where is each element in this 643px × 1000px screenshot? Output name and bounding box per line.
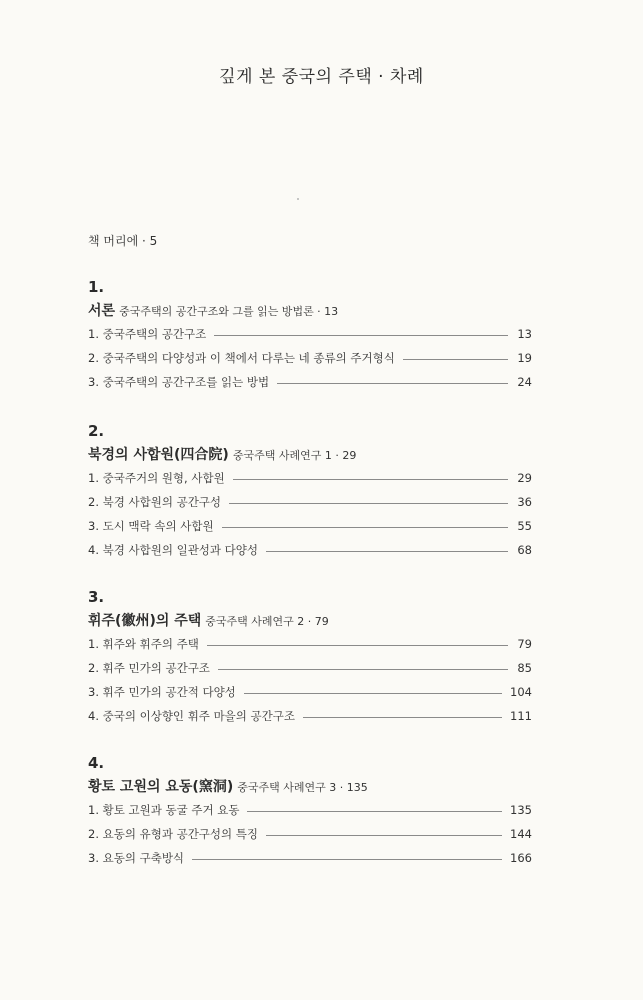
leader-line [207,645,508,646]
toc-entry [88,798,532,822]
chapter-number: 1. [88,278,105,296]
toc-entry [88,846,532,870]
leader-line [218,669,508,670]
leader-line [247,811,502,812]
chapter-4 [88,752,532,870]
chapter-subtitle: 중국주택 사례연구 2 · 79 [205,615,329,628]
entry-title: 3. 도시 맥락 속의 사합원 [88,519,214,533]
entry-page-number: 55 [517,519,532,533]
entry-page-number: 104 [510,685,532,699]
entry-title: 3. 휘주 민가의 공간적 다양성 [88,685,236,699]
entry-title: 4. 북경 사합원의 일관성과 다양성 [88,543,259,557]
paper-speck [297,198,299,200]
chapter-heading [88,774,532,798]
toc-entry [88,490,532,514]
leader-line [214,335,508,336]
entry-title: 2. 휘주 민가의 공간구조 [88,661,210,675]
entry-title: 3. 요동의 구축방식 [88,851,185,865]
entry-page-number: 85 [517,661,532,675]
leader-line [244,693,502,694]
leader-line [403,359,508,360]
toc-entry [88,704,532,728]
leader-line [266,835,502,836]
entry-page-number: 166 [510,851,532,865]
preface-entry: 책 머리에 · 5 [88,234,158,248]
entry-page-number: 29 [517,471,532,485]
entry-title: 4. 중국의 이상향인 휘주 마을의 공간구조 [88,709,295,723]
leader-line [277,383,508,384]
toc-entry [88,680,532,704]
entry-title: 2. 중국주택의 다양성과 이 책에서 다루는 네 종류의 주거형식 [88,351,395,365]
leader-line [222,527,508,528]
entry-title: 2. 요동의 유형과 공간구성의 특징 [88,827,259,841]
chapter-subtitle: 중국주택 사례연구 1 · 29 [232,449,357,462]
toc-entry [88,370,532,394]
toc-entry [88,822,532,846]
chapter-3 [88,586,532,728]
chapter-heading [88,298,532,322]
entry-page-number: 144 [510,827,532,841]
entry-title: 1. 중국주거의 원형, 사합원 [88,471,225,485]
entry-page-number: 19 [517,351,532,365]
toc-entry [88,466,532,490]
entry-page-number: 79 [517,637,532,651]
entry-page-number: 36 [517,495,532,509]
chapter-title: 서론 [88,303,116,319]
entry-page-number: 13 [517,327,532,341]
toc-entry [88,346,532,370]
toc-entry [88,632,532,656]
toc-entry [88,322,532,346]
toc-entry [88,538,532,562]
chapter-number: 2. [88,422,105,440]
entry-page-number: 111 [510,709,532,723]
leader-line [229,503,508,504]
entry-title: 1. 황토 고원과 동굴 주거 요동 [88,803,240,817]
leader-line [233,479,508,480]
chapter-number: 4. [88,754,105,772]
entry-title: 3. 중국주택의 공간구조를 읽는 방법 [88,375,270,389]
leader-line [192,859,502,860]
chapter-title: 황토 고원의 요동(窯洞) [88,779,234,795]
entry-title: 2. 북경 사합원의 공간구성 [88,495,222,509]
chapter-2 [88,420,532,562]
chapter-title: 북경의 사합원(四合院) [88,447,229,463]
chapter-subtitle: 중국주택 사례연구 3 · 135 [237,781,368,794]
chapter-1 [88,276,532,394]
chapter-subtitle: 중국주택의 공간구조와 그를 읽는 방법론 · 13 [119,305,339,318]
leader-line [303,717,502,718]
entry-page-number: 68 [517,543,532,557]
entry-title: 1. 중국주택의 공간구조 [88,327,207,341]
toc-entry [88,656,532,680]
toc-entry [88,514,532,538]
page-title: 깊게 본 중국의 주택 · 차례 [219,67,424,87]
entry-page-number: 24 [517,375,532,389]
leader-line [266,551,508,552]
chapter-number: 3. [88,588,105,606]
entry-page-number: 135 [510,803,532,817]
chapter-heading [88,442,532,466]
chapter-heading [88,608,532,632]
entry-title: 1. 휘주와 휘주의 주택 [88,637,199,651]
chapter-title: 휘주(徽州)의 주택 [88,613,202,629]
